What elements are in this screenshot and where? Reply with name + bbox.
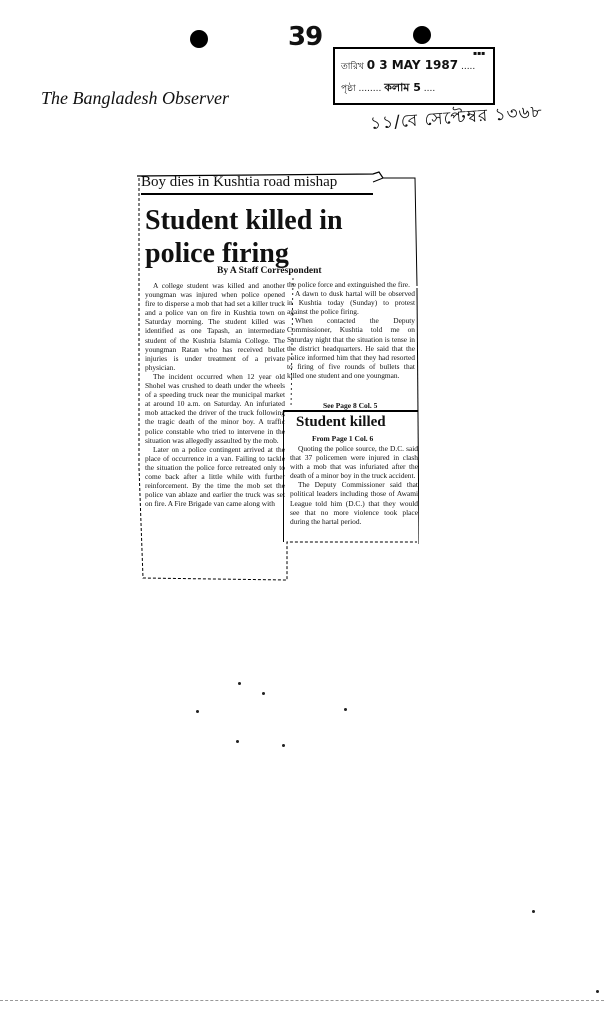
stamp-page-label: পৃষ্ঠা [341, 84, 356, 94]
news-clipping [133, 168, 419, 582]
newspaper-masthead: The Bangladesh Observer [41, 88, 229, 108]
paragraph: A dawn to dusk hartal will be observed in Kushtia today (Sunday) to protest against the police firing. [287, 289, 415, 317]
scan-speck [236, 740, 239, 743]
page-number: 39 [288, 22, 323, 52]
article-byline: By A Staff Correspondent [217, 266, 322, 276]
article-kicker: Boy dies in Kushtia road mishap [141, 174, 373, 195]
paragraph: the police force and extinguished the fire. [287, 280, 410, 289]
continuation-title: Student killed [296, 414, 386, 430]
paragraph: The incident occurred when 12 year old Shohel was crushed to death under the wheels of a speeding truck near the municipal market at around 10 a.m. on Saturday. An infuriated mob attacked the driver of the truck following the tragic death of the minor boy. A traffic police constable who tried to intervene in the situation was allegedly assaulted by the mob. [145, 371, 285, 445]
punch-hole-right [413, 26, 431, 44]
article-column-left [145, 281, 285, 577]
date-stamp: ▪▪▪ তারিখ 0 3 MAY 1987 ..... পৃষ্ঠা ........ কলাম 5 .... [333, 47, 495, 105]
scan-speck [262, 692, 265, 695]
stamp-date-value: 0 3 MAY 1987 [366, 58, 459, 72]
scan-bottom-edge [0, 1000, 604, 1002]
paragraph: The Deputy Commissioner said that political leaders including those of Awami League told him (D.C.) that they would see that no more violence took place during the hartal period. [290, 480, 418, 526]
paragraph: Later on a police contingent arrived at the place of occurrence in a van. Failing to tackle the situation the police force retreated only to come back after a little while with further reinforcement. By the time the mob set the police van ablaze and earlier the truck was set on fire. A Fire Brigade van came along with [145, 444, 285, 509]
continuation-box [283, 410, 418, 542]
scan-speck [282, 744, 285, 747]
paragraph: Quoting the police source, the D.C. said that 37 policemen were injured in clash with a mob that was infuriated after the death of a minor boy in the truck accident. [290, 444, 418, 481]
scan-speck [196, 710, 199, 713]
continuation-source: From Page 1 Col. 6 [312, 434, 374, 443]
stamp-mark: ▪▪▪ [473, 50, 486, 57]
scan-speck [238, 682, 241, 685]
scan-speck [344, 708, 347, 711]
paragraph: When contacted the Deputy Commissioner, Kushtia told me on Saturday night that the situation is tense in the district headquarters. He said that the police informed him that they had resorted to firing of five rounds of bullets that killed one student and one youngman. [287, 316, 415, 380]
scan-speck [532, 910, 535, 913]
jump-line: See Page 8 Col. 5 [323, 401, 378, 410]
stamp-date-label: তারিখ [341, 62, 364, 72]
handwritten-note: ১১/বে সেপ্টেম্বর ১৩৬৮ [369, 101, 544, 135]
article-column-right [287, 280, 415, 400]
continuation-body [290, 444, 418, 540]
punch-hole-left [190, 30, 208, 48]
scan-speck [596, 990, 599, 993]
article-headline: Student killed in police firing [145, 205, 343, 269]
stamp-page-value: কলাম 5 [384, 81, 421, 94]
paragraph: A college student was killed and another youngman was injured when police opened fire to disperse a mob that had set a killer truck and a police van on fire in Kushtia town on Saturday morning. The student killed was identified as one Tapash, an intermediate student of the Kushtia Islamia College. The youngman Ratan who has received bullet injuries is under treatment of a private physician. [145, 281, 285, 372]
